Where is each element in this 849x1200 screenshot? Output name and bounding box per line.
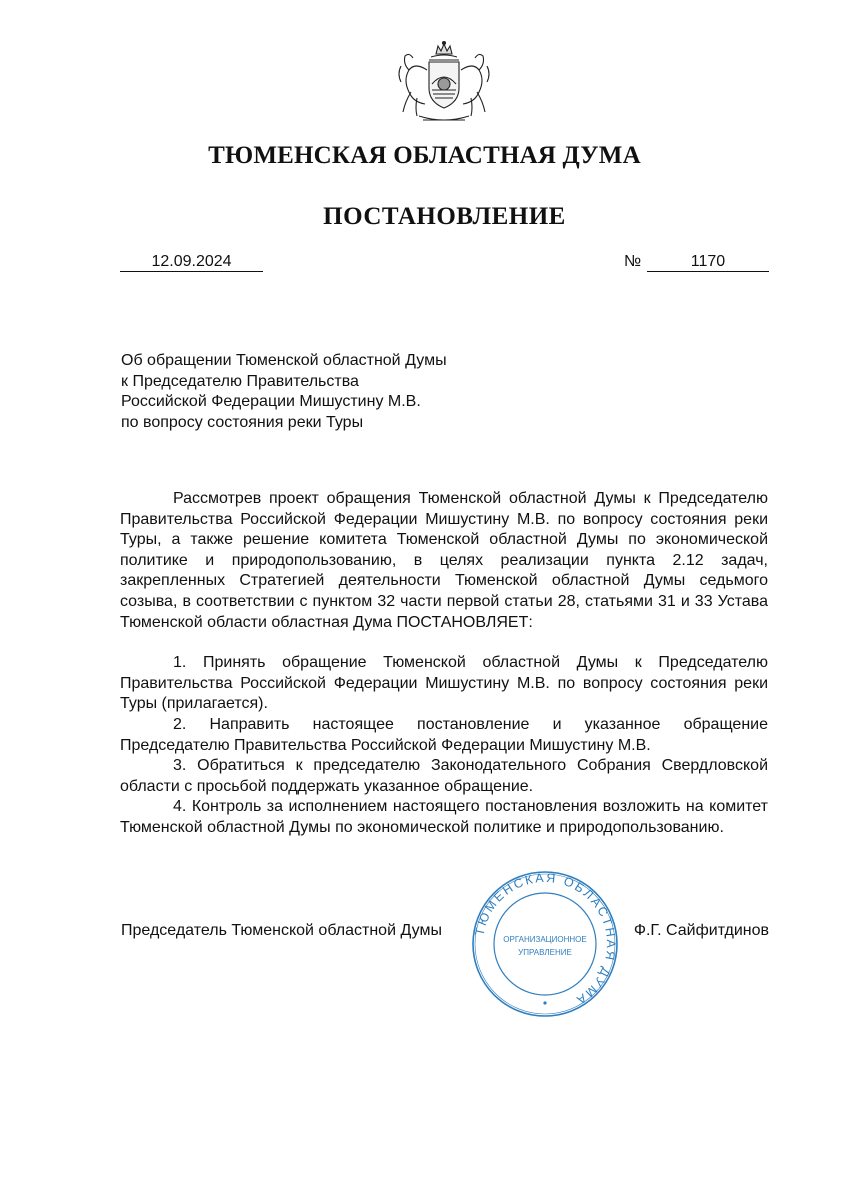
resolution-item: 4. Контроль за исполнением настоящего постановления возложить на комитет Тюменской областной Думы по экономической политике и природопользованию.	[120, 798, 768, 836]
resolution-item: 2. Направить настоящее постановление и указанное обращение Председателю Правительства Российской Федерации Мишустину М.В.	[120, 715, 768, 754]
subject-line: Об обращении Тюменской областной Думы	[121, 352, 447, 369]
subject-line: Российской Федерации Мишустину М.В.	[121, 393, 421, 410]
official-stamp-icon	[470, 869, 620, 1019]
resolution-item: 3. Обратиться к председателю Законодательного Собрания Свердловской области с просьбой поддержать указанное обращение.	[120, 757, 768, 795]
org-title: ТЮМЕНСКАЯ ОБЛАСТНАЯ ДУМА	[208, 142, 641, 169]
resolution-body	[120, 489, 768, 839]
document-date: 12.09.2024	[120, 252, 263, 272]
coat-of-arms-icon	[389, 40, 499, 126]
resolution-item: 1. Принять обращение Тюменской областной Думы к Председателю Правительства Российской Федерации Мишустину М.В. по вопросу состояния реки Туры (прилагается).	[120, 654, 768, 713]
signatory-position: Председатель Тюменской областной Думы	[121, 922, 442, 939]
document-number: 1170	[647, 252, 769, 272]
stamp-outer-text: ТЮМЕНСКАЯ ОБЛАСТНАЯ ДУМА	[472, 870, 619, 1009]
stamp-inner-text: УПРАВЛЕНИЕ	[518, 948, 572, 957]
preamble-paragraph: Рассмотрев проект обращения Тюменской областной Думы к Председателю Правительства Российской Федерации Мишустину М.В. по вопросу состояния реки Туры, а также решение комитета Тюменской областной Думы по экономической политике и природопользованию, в целях реализации пункта 2.12 задач, закрепленных Стратегией деятельности Тюменской областной Думы седьмого созыва, в соответствии с пунктом 32 части первой статьи 28, статьями 31 и 33 Устава Тюменской области областная Дума ПОСТАНОВЛЯЕТ:	[120, 490, 768, 631]
number-sign: №	[624, 253, 642, 270]
subject-line: к Председателю Правительства	[121, 372, 359, 390]
stamp-inner-text: ОРГАНИЗАЦИОННОЕ	[503, 935, 587, 944]
document-type: ПОСТАНОВЛЕНИЕ	[323, 203, 566, 230]
signatory-name: Ф.Г. Сайфитдинов	[633, 922, 769, 939]
subject-line: по вопросу состояния реки Туры	[121, 413, 364, 431]
subject-block	[121, 351, 541, 433]
